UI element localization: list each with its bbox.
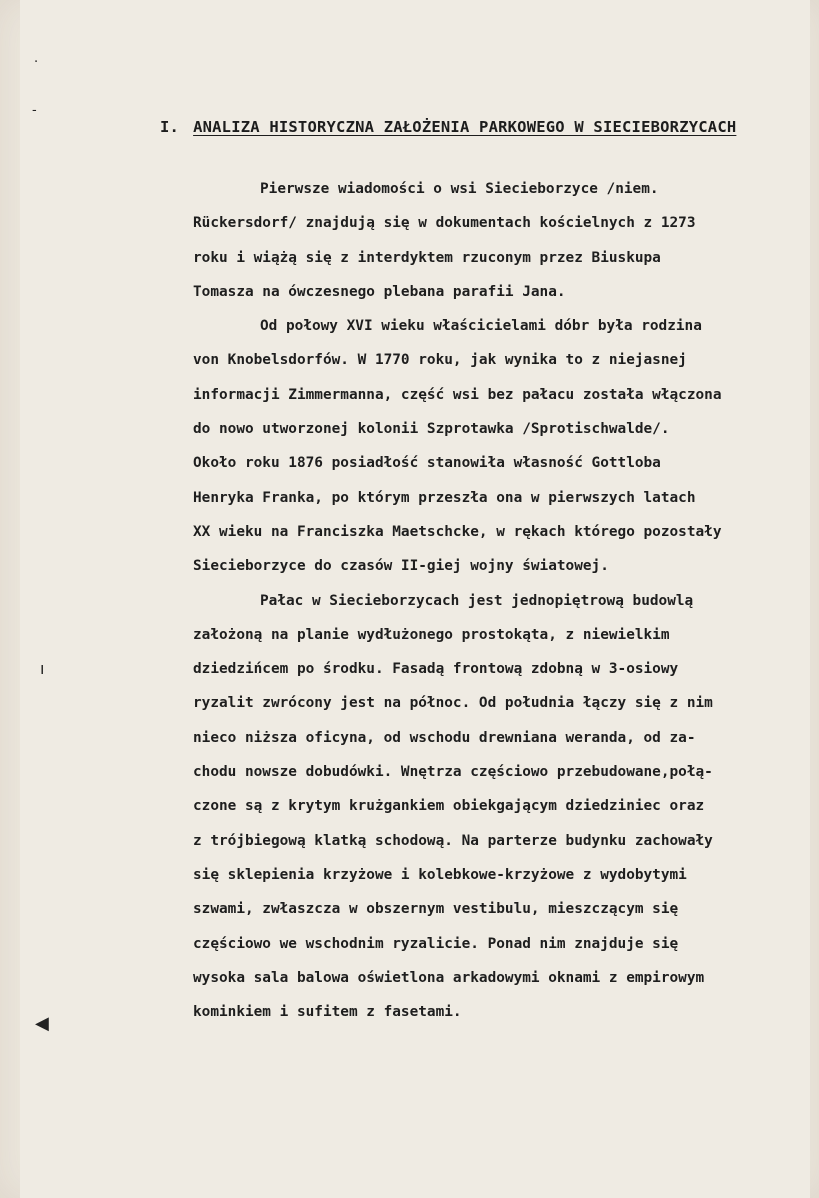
margin-speck: - (32, 103, 37, 118)
text-line: Henryka Franka, po którym przeszła ona w pierwszych latach (193, 489, 696, 506)
section-heading (160, 118, 819, 136)
text-line: Pałac w Siecieborzycach jest jednopiętrową budowlą (260, 592, 694, 609)
text-line: wysoka sala balowa oświetlona arkadowymi oknami z empirowym (193, 969, 705, 986)
paper-sheet (20, 0, 810, 1198)
margin-speck: ◀ (35, 1013, 49, 1034)
margin-speck: ı (40, 659, 45, 678)
section-number: I. (160, 118, 180, 136)
text-line: szwami, zwłaszcza w obszernym vestibulu, mieszczącym się (193, 901, 679, 918)
text-line: von Knobelsdorfów. W 1770 roku, jak wynika to z niejasnej (193, 352, 687, 369)
text-line: roku i wiążą się z interdyktem rzuconym przez Biuskupa (193, 249, 661, 266)
text-line: z trójbiegową klatką schodową. Na parterze budynku zachowały (193, 832, 713, 849)
text-line: założoną na planie wydłużonego prostokąta, z niewielkim (193, 626, 670, 643)
text-line: Rückersdorf/ znajdują się w dokumentach kościelnych z 1273 (193, 215, 696, 232)
text-line: do nowo utworzonej kolonii Szprotawka /Sprotischwalde/. (193, 421, 670, 438)
text-line: Około roku 1876 posiadłość stanowiła własność Gottloba (193, 455, 661, 472)
text-line: dziedzińcem po środku. Fasadą frontową zdobną w 3-osiowy (193, 661, 679, 678)
text-line: Od połowy XVI wieku właścicielami dóbr była rodzina (260, 318, 702, 335)
text-line: nieco niższa oficyna, od wschodu drewniana weranda, od za- (193, 729, 696, 746)
text-line: XX wieku na Franciszka Maetschcke, w rękach którego pozostały (193, 523, 722, 540)
text-line: informacji Zimmermanna, część wsi bez pałacu została włączona (193, 386, 722, 403)
document-body (193, 172, 819, 1029)
text-line: częściowo we wschodnim ryzalicie. Ponad nim znajduje się (193, 935, 679, 952)
text-line: czone są z krytym krużgankiem obiekgającym dziedziniec oraz (193, 798, 705, 815)
text-line: kominkiem i sufitem z fasetami. (193, 1004, 462, 1021)
text-line: ryzalit zwrócony jest na północ. Od południa łączy się z nim (193, 695, 713, 712)
text-line: Pierwsze wiadomości o wsi Siecieborzyce /niem. (260, 181, 659, 197)
text-line: Tomasza na ówczesnego plebana parafii Jana. (193, 283, 566, 300)
text-line: się sklepienia krzyżowe i kolebkowe-krzyżowe z wydobytymi (193, 866, 687, 883)
text-line: Siecieborzyce do czasów II-giej wojny światowej. (193, 558, 609, 575)
text-line: chodu nowsze dobudówki. Wnętrza częściowo przebudowane,połą- (193, 764, 713, 781)
margin-speck: · (34, 55, 39, 70)
section-title: ANALIZA HISTORYCZNA ZAŁOŻENIA PARKOWEGO W SIECIEBORZYCACH (193, 118, 737, 136)
